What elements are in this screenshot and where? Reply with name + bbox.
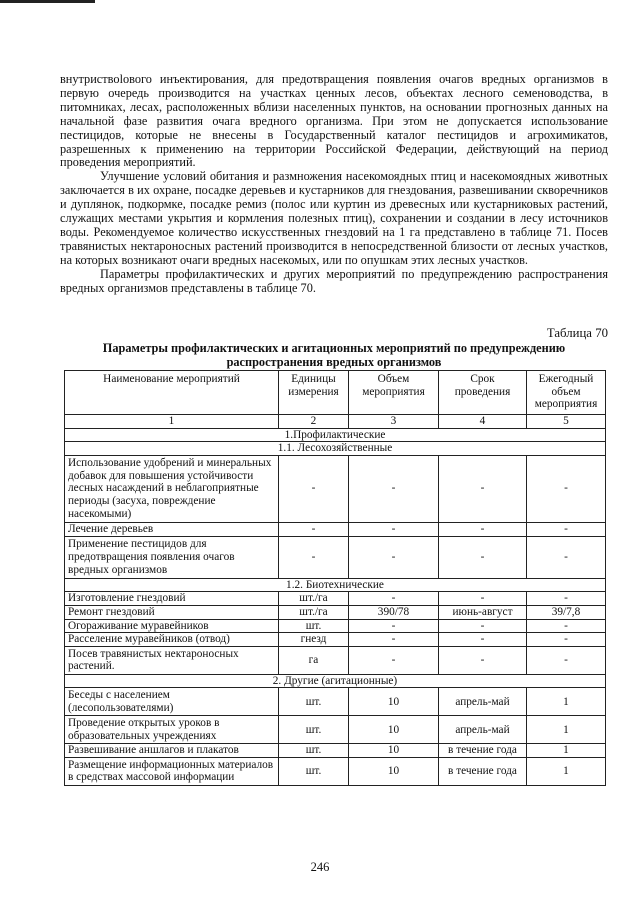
measure-period: июнь-август [439,605,527,619]
measure-name: Ремонт гнездовий [65,605,279,619]
subsection-row [65,578,606,592]
table-row [65,522,606,536]
measure-period: - [439,646,527,674]
measure-name: Размещение информационных материалов в средствах массовой информации [65,757,279,785]
measure-volume: - [349,522,439,536]
measure-period: - [439,536,527,578]
measure-unit: шт. [279,619,349,633]
table-row [65,455,606,522]
measure-unit: шт. [279,716,349,744]
measure-volume: 10 [349,744,439,758]
section-row [65,674,606,688]
subsection-title: 1.2. Биотехнические [65,578,606,592]
table-row [65,688,606,716]
paragraph-3: Параметры профилактических и других мероприятий по предупреждению распространения вредных организмов представлены в таблице 70. [60,266,608,295]
measure-name: Изготовление гнездовий [65,592,279,606]
header-period: Срок проведения [439,371,527,415]
measure-annual: 1 [527,744,606,758]
measure-volume: - [349,592,439,606]
table-row [65,592,606,606]
measure-name: Применение пестицидов для предотвращения появления очагов вредных организмов [65,536,279,578]
header-unit: Единицы измерения [279,371,349,415]
measure-period: апрель-май [439,688,527,716]
table-row [65,757,606,785]
header-annual: Ежегодный объем мероприятия [527,371,606,415]
measure-annual: - [527,536,606,578]
table-row [65,716,606,744]
paragraph-1: внутриствolового инъектирования, для предотвращения появления очагов вредных организмов в первую очередь производится на участках ценных лесов, объектах лесного семеноводства, в питомниках, лесах, расположенных вблизи населенных пунктов, на основании прогнозных данных на начальной фазе развития очага вредного организма. При этом не допускается использование пестицидов, которые не внесены в Государственный каталог пестицидов и агрохимикатов, разрешенных к применению на территории Российской Федерации, действующий на период проведения мероприятий. [60,72,608,170]
measure-unit: шт./га [279,605,349,619]
measure-name: Проведение открытых уроков в образовательных учреждениях [65,716,279,744]
measure-annual: 1 [527,716,606,744]
section-title: 1.Профилактические [65,428,606,442]
measure-annual: - [527,592,606,606]
measure-period: - [439,619,527,633]
measure-period: в течение года [439,757,527,785]
measure-period: в течение года [439,744,527,758]
measure-name: Беседы с населением (лесопользователями) [65,688,279,716]
measure-annual: 39/7,8 [527,605,606,619]
measure-period: - [439,455,527,522]
measure-unit: гнезд [279,633,349,647]
measure-name: Посев травянистых нектароносных растений. [65,646,279,674]
measure-period: - [439,522,527,536]
table-header-row [65,371,606,415]
column-number: 4 [439,415,527,429]
table-number: Таблица 70 [546,326,608,340]
measure-volume: - [349,455,439,522]
measure-name: Использование удобрений и минеральных добавок для повышения устойчивости лесных насаждений в неблагоприятные периоды (засуха, повреждение насекомыми) [65,455,279,522]
table-row [65,619,606,633]
measure-unit: шт./га [279,592,349,606]
column-number: 3 [349,415,439,429]
header-name: Наименование мероприятий [65,371,279,415]
section-row [65,428,606,442]
paragraph-2: Улучшение условий обитания и размножения насекомоядных птиц и насекомоядных животных заключается в их охране, посадке деревьев и кустарников для гнездования, развешивании скворечников и дуплянок, подкормке, посадке ремиз (полос или куртин из древесных или кустарниковых растений, служащих местами укрытия и кормления полезных птиц), сохранении и создании в лесу источников воды. Рекомендуемое количество искусственных гнездовий на 1 га представлено в таблице 71. Посев травянистых нектароносных растений производится в непосредственной близости от лесных участков, на которых возникают очаги вредных насекомых, или по опушкам этих лесных участков. [60,169,608,267]
measure-period: - [439,592,527,606]
measure-unit: - [279,455,349,522]
measure-name: Огораживание муравейников [65,619,279,633]
measure-volume: 10 [349,688,439,716]
page-number: 246 [310,860,330,874]
measure-annual: - [527,633,606,647]
table-row [65,605,606,619]
measure-unit: га [279,646,349,674]
measure-volume: 390/78 [349,605,439,619]
table-row [65,646,606,674]
measure-annual: 1 [527,757,606,785]
table-row [65,536,606,578]
measure-annual: - [527,619,606,633]
measures-table [64,370,606,786]
measure-volume: 10 [349,757,439,785]
measure-annual: - [527,522,606,536]
measure-annual: - [527,455,606,522]
column-number: 5 [527,415,606,429]
column-number-row [65,415,606,429]
measure-annual: 1 [527,688,606,716]
table-row [65,633,606,647]
table-title: Параметры профилактических и агитационных мероприятий по предупреждению распространения вредных организмов [102,341,566,369]
measure-volume: 10 [349,716,439,744]
measure-name: Расселение муравейников (отвод) [65,633,279,647]
measure-volume: - [349,633,439,647]
column-number: 2 [279,415,349,429]
measure-unit: шт. [279,757,349,785]
table-row [65,744,606,758]
subsection-title: 1.1. Лесохозяйственные [65,442,606,456]
column-number: 1 [65,415,279,429]
measure-name: Развешивание аншлагов и плакатов [65,744,279,758]
measure-period: - [439,633,527,647]
measure-unit: - [279,522,349,536]
measure-volume: - [349,619,439,633]
measure-unit: шт. [279,688,349,716]
header-volume: Объем мероприятия [349,371,439,415]
scan-edge-mark [0,0,95,3]
subsection-row [65,442,606,456]
measure-unit: - [279,536,349,578]
measure-volume: - [349,646,439,674]
measure-volume: - [349,536,439,578]
measure-unit: шт. [279,744,349,758]
measure-name: Лечение деревьев [65,522,279,536]
body-text [60,73,608,296]
measure-period: апрель-май [439,716,527,744]
measure-annual: - [527,646,606,674]
section-title: 2. Другие (агитационные) [65,674,606,688]
